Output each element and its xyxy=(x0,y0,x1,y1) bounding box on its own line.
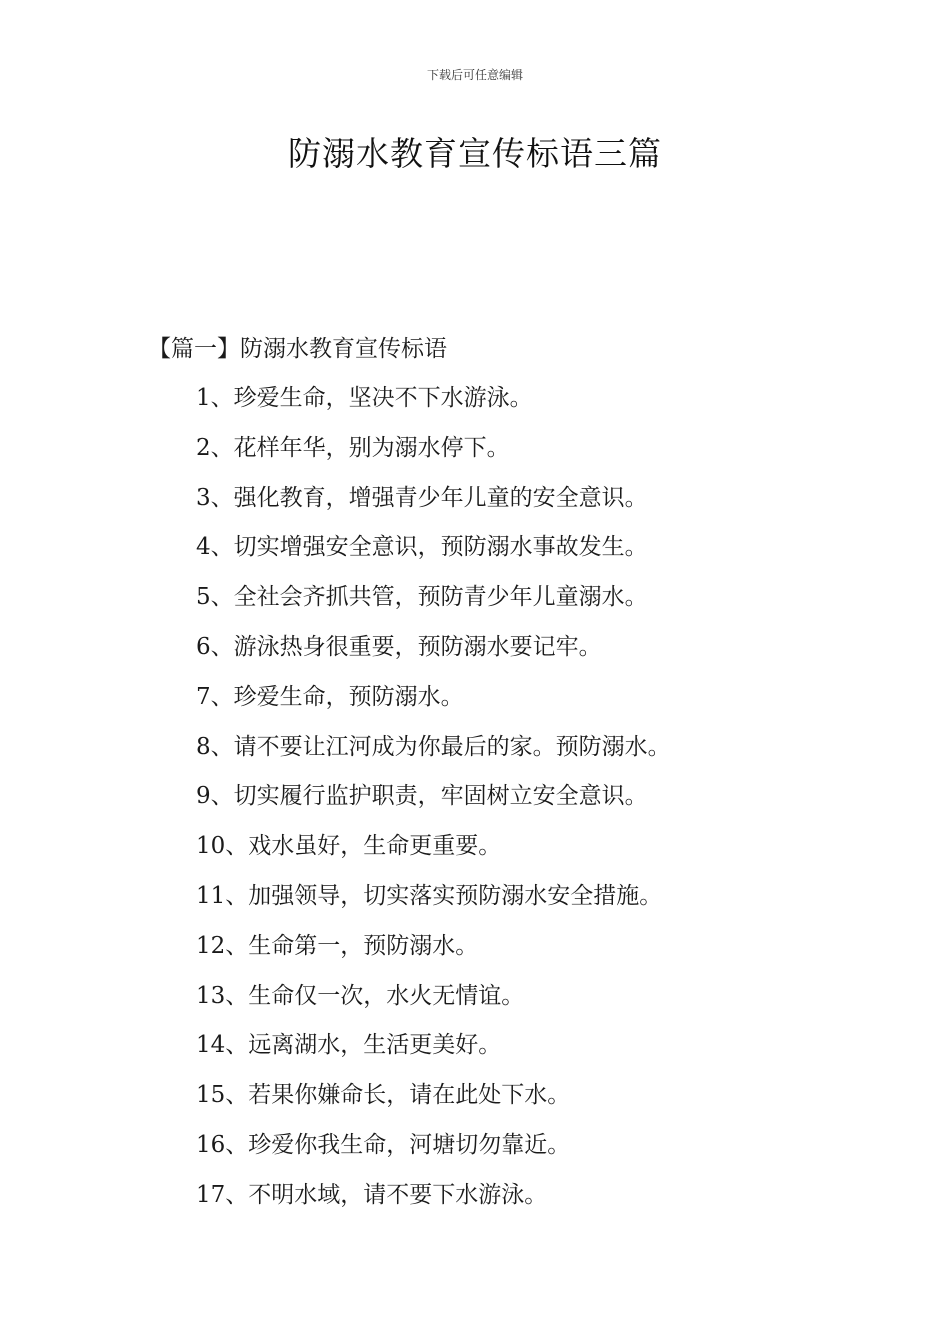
slogan-list xyxy=(196,380,671,1227)
document-title: 防溺水教育宣传标语三篇 xyxy=(288,134,662,173)
section-heading: 【篇一】防溺水教育宣传标语 xyxy=(148,336,447,362)
list-item: 12、生命第一，预防溺水。 xyxy=(196,932,479,959)
list-item: 4、切实增强安全意识，预防溺水事故发生。 xyxy=(196,534,648,561)
list-item: 8、请不要让江河成为你最后的家。预防溺水。 xyxy=(196,733,671,760)
list-item: 9、切实履行监护职责，牢固树立安全意识。 xyxy=(196,783,648,810)
list-item: 17、不明水域，请不要下水游泳。 xyxy=(196,1181,548,1208)
list-item: 3、强化教育，增强青少年儿童的安全意识。 xyxy=(196,484,648,511)
list-item: 14、远离湖水，生活更美好。 xyxy=(196,1032,502,1059)
list-item: 5、全社会齐抓共管，预防青少年儿童溺水。 xyxy=(196,584,648,611)
list-item: 6、游泳热身很重要，预防溺水要记牢。 xyxy=(196,633,602,660)
list-item: 10、戏水虽好，生命更重要。 xyxy=(196,833,502,860)
list-item: 2、花样年华，别为溺水停下。 xyxy=(196,434,510,461)
list-item: 1、珍爱生命，坚决不下水游泳。 xyxy=(196,385,533,411)
list-item: 13、生命仅一次，水火无情谊。 xyxy=(196,982,525,1009)
list-item: 15、若果你嫌命长，请在此处下水。 xyxy=(196,1082,571,1109)
header-note: 下载后可任意编辑 xyxy=(426,68,523,82)
list-item: 7、珍爱生命，预防溺水。 xyxy=(196,683,464,710)
list-item: 16、珍爱你我生命，河塘切勿靠近。 xyxy=(196,1131,571,1158)
list-item: 11、加强领导，切实落实预防溺水安全措施。 xyxy=(196,882,663,909)
